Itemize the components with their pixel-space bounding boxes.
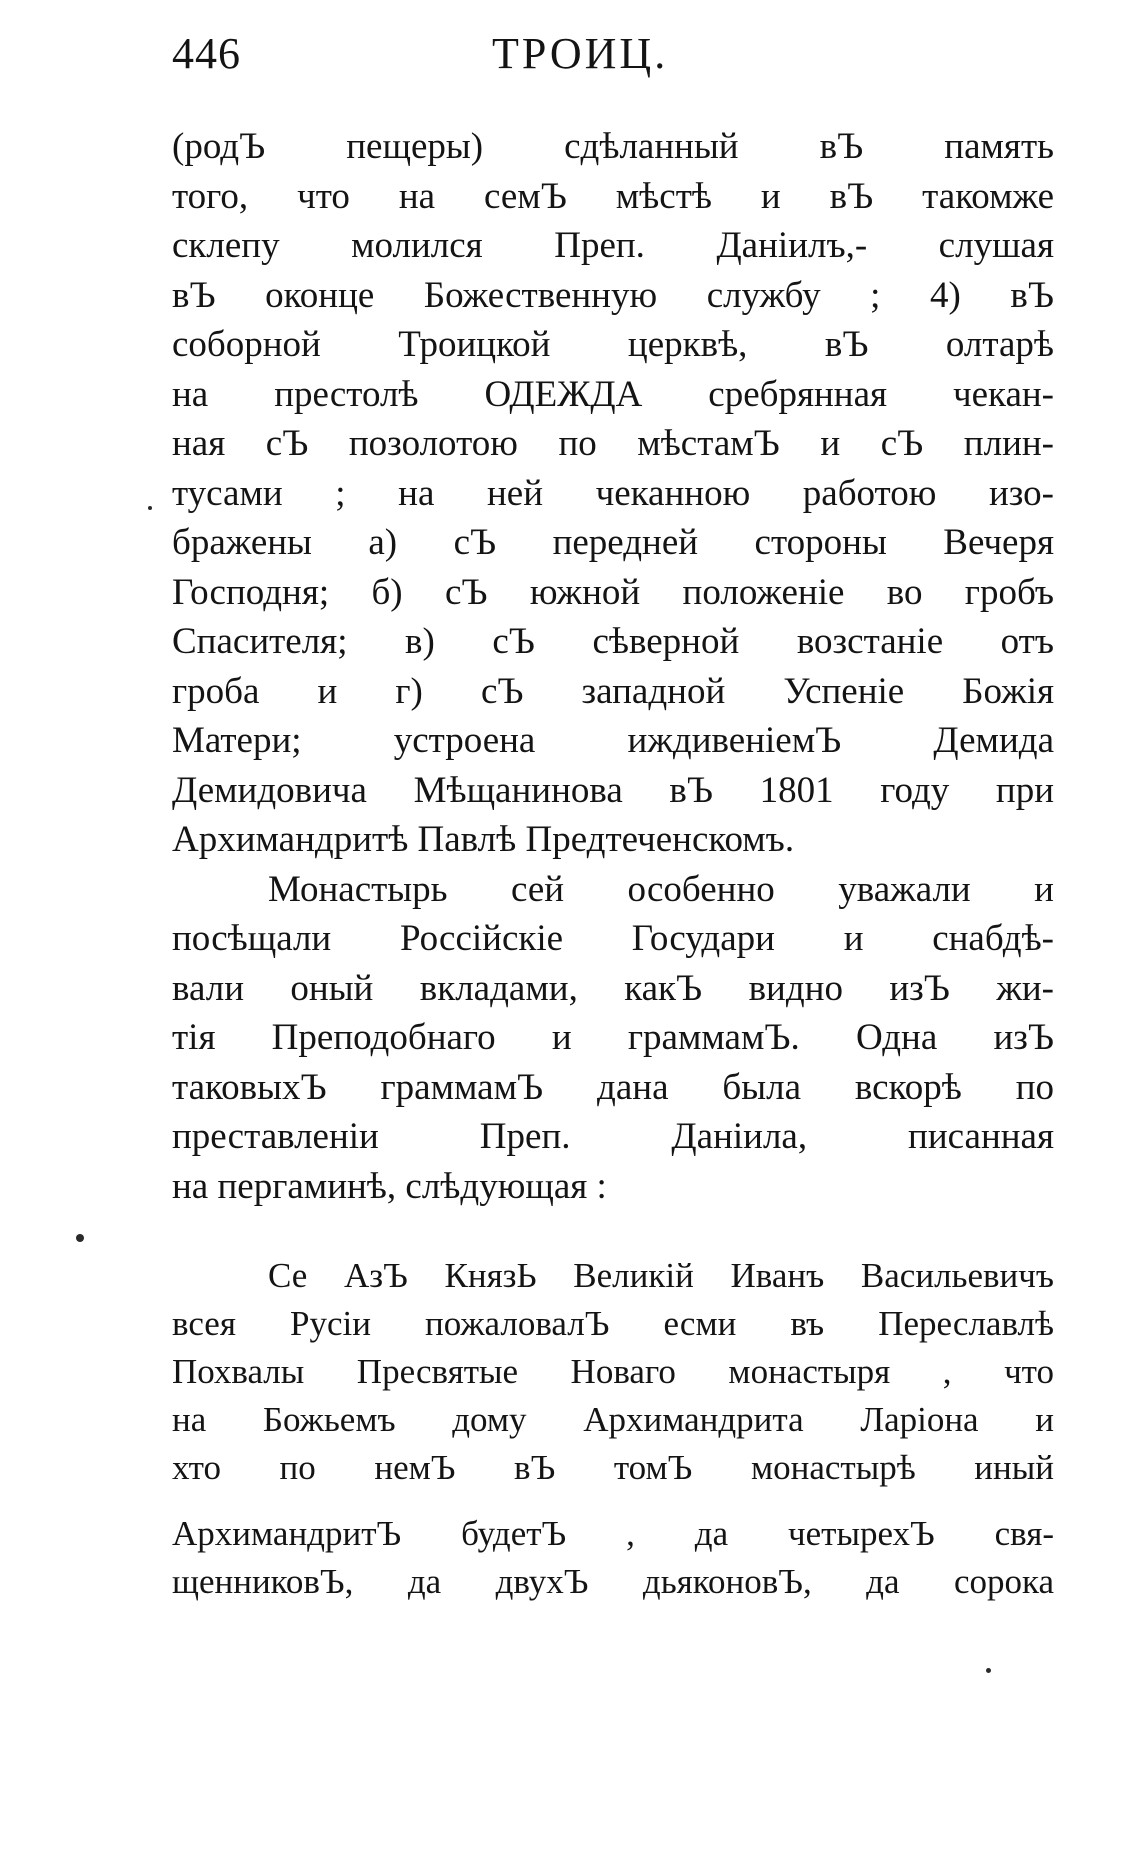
text-line: Матери; устроена иждивеніемЪ Демида [172,720,1054,761]
text-line: на престолѣ ОДЕЖДА сребрянная чекан- [172,373,1054,415]
text-line: гроба и г) сЪ западной Успеніе Божія [172,670,1054,712]
text-line: посѣщали Россійскіе Государи и снабдѣ- [172,918,1054,959]
charter-line: щенниковЪ, да двухЪ дьяконовЪ, да сорока [172,1562,1054,1601]
text-line: того, что на семЪ мѣстѣ и вЪ такомже [172,175,1054,217]
text-line: на пергаминѣ, слѣдующая : [172,1165,607,1207]
text-line: таковыхЪ граммамЪ дана была вскорѣ по [172,1066,1054,1108]
charter-line: всея Русіи пожаловалЪ есми въ Переславлѣ [172,1304,1054,1343]
main-text [172,122,1054,1211]
charter-line: хто по немЪ вЪ томЪ монастырѣ иный [172,1448,1054,1487]
running-head: ТРОИЦ. [492,29,669,78]
text-line: преставленіи Преп. Даніила, писанная [172,1116,1054,1157]
charter-line: на Божьемъ дому Архимандрита Ларіона и [172,1400,1054,1439]
text-line: склепу молился Преп. Даніилъ,- слушая [172,225,1054,266]
charter-line: Се АзЪ КнязЬ Великій Иванъ Васильевичъ [268,1256,1054,1295]
ink-speck [148,506,152,510]
text-line: бражены а) сЪ передней стороны Вечеря [172,522,1054,563]
text-line: Архимандритѣ Павлѣ Предтеченскомъ. [172,819,795,860]
charter-text [172,1252,1054,1606]
text-line: соборной Троицкой церквѣ, вЪ олтарѣ [172,324,1054,365]
text-line: Господня; б) сЪ южной положеніе во гробъ [172,571,1054,613]
text-line: (родЪ пещеры) сдѣланный вЪ память [172,126,1054,167]
text-line: Демидовича Мѣщанинова вЪ 1801 году при [172,769,1054,811]
paragraph-start-line: Монастырь сей особенно уважали и [268,868,1054,910]
charter-line: АрхимандритЪ будетЪ , да четырехЪ свя- [172,1514,1054,1553]
page-header [172,28,1052,88]
text-line: тусами ; на ней чеканною работою изо- [172,472,1054,514]
ink-speck [986,1668,991,1673]
text-line: вали оный вкладами, какЪ видно изЪ жи- [172,967,1054,1009]
text-line: ная сЪ позолотою по мѣстамЪ и сЪ плин- [172,423,1054,464]
page-number: 446 [172,29,241,78]
text-line: тія Преподобнаго и граммамЪ. Одна изЪ [172,1017,1054,1058]
text-line: вЪ оконце Божественную службу ; 4) вЪ [172,274,1054,316]
ink-speck [76,1234,84,1242]
charter-line: Похвалы Пресвятые Новаго монастыря , что [172,1352,1054,1391]
text-line: Спасителя; в) сЪ сѣверной возстаніе отъ [172,621,1054,662]
